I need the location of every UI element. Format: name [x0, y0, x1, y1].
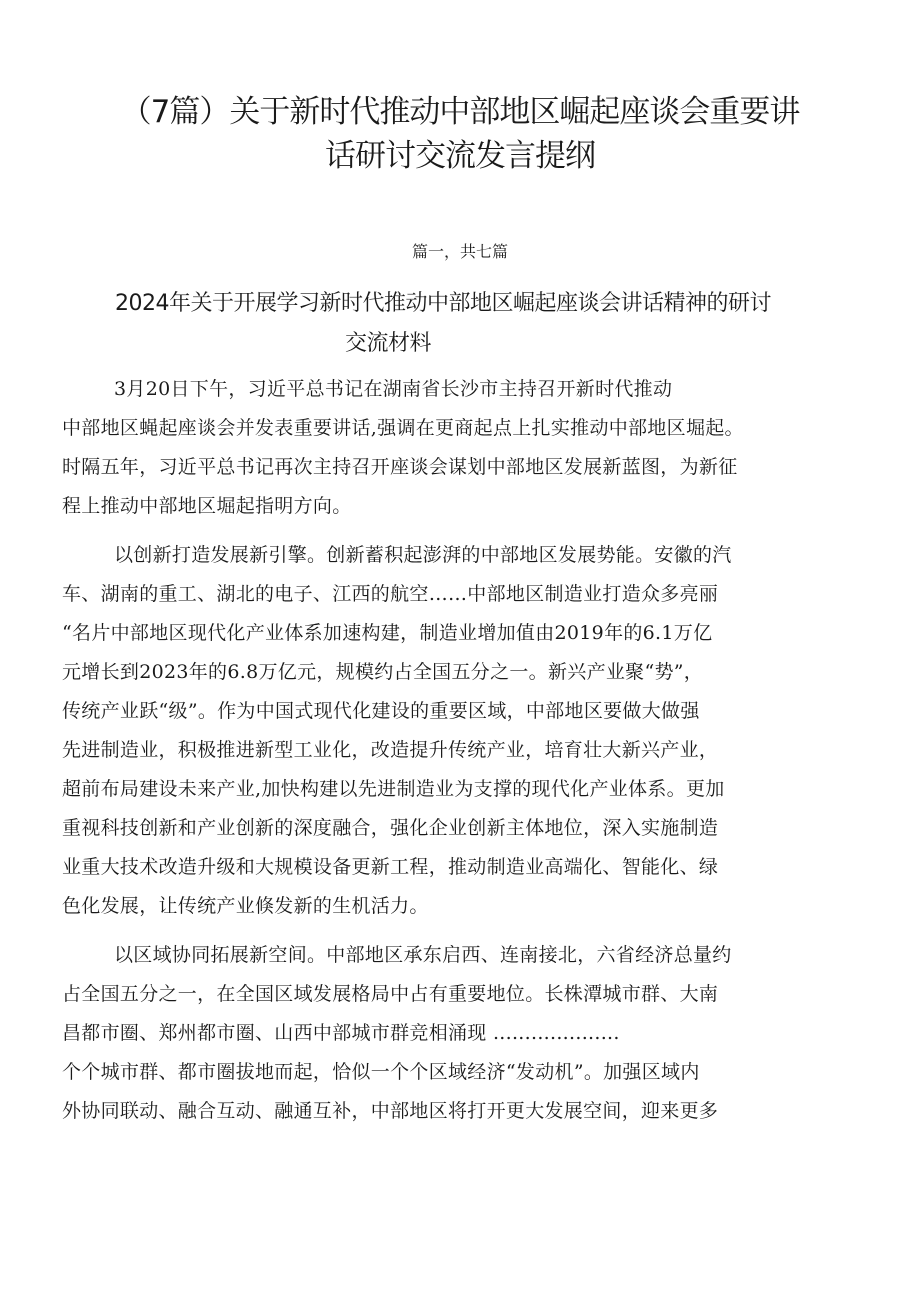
paragraph-line: 时隔五年，习近平总书记再次主持召开座谈会谋划中部地区发展新蓝图，为新征 [62, 456, 738, 478]
paragraph-1 [62, 370, 882, 526]
paragraph-line: 重视科技创新和产业创新的深度融合，强化企业创新主体地位，深入实施制造 [62, 817, 719, 839]
paragraph-line: 外协同联动、融合互动、融通互补，中部地区将打开更大发展空间，迎来更多 [62, 1100, 719, 1122]
paragraph-line: 色化发展，让传统产业倏发新的生机活力。 [62, 895, 429, 917]
paragraph-line: 业重大技术改造升级和大规模设备更新工程，推动制造业高端化、智能化、绿 [62, 856, 719, 878]
title-line-1: （7篇）关于新时代推动中部地区崛起座谈会重要讲 [120, 94, 800, 130]
paragraph-3 [62, 936, 882, 1131]
paragraph-2 [62, 536, 882, 926]
subtitle-line-1: 2024年关于开展学习新时代推动中部地区崛起座谈会讲话精神的研讨 [115, 291, 771, 316]
paragraph-line: 3月20日下午，习近平总书记在湖南省长沙市主持召开新时代推动 [114, 378, 673, 400]
paragraph-line: 中部地区蝇起座谈会并发表重要讲话,强调在更商起点上扎实推动中部地区堀起。 [62, 417, 744, 439]
paragraph-line: 元增长到2023年的6.8万亿元，规模约占全国五分之一。新兴产业聚“势”， [62, 661, 704, 683]
paragraph-line: 先进制造业，积极推进新型工业化，改造提升传统产业，培育壮大新兴产业， [62, 739, 719, 761]
part-label: 篇一，共七篇 [411, 242, 508, 261]
article-body [62, 370, 882, 1131]
paragraph-line: 昌都市圈、郑州都市圈、山西中部城市群竞相涌现 .................... [62, 1022, 620, 1044]
paragraph-line: 以创新打造发展新引擎。创新蓄积起澎湃的中部地区发展势能。安徽的汽 [114, 544, 732, 566]
paragraph-line: 程上推动中部地区堀起指明方向。 [62, 495, 352, 517]
paragraph-line: 占全国五分之一，在全国区域发展格局中占有重要地位。长株潭城市群、大南 [62, 983, 719, 1005]
paragraph-line: 以区域协同拓展新空间。中部地区承东启西、连南接北，六省经济总量约 [114, 944, 732, 966]
title-line-2: 话研讨交流发言提纲 [325, 138, 595, 174]
paragraph-line: 个个城市群、都市圈拔地而起，恰似一个个区域经济“发动机”。加强区域内 [62, 1061, 700, 1083]
paragraph-line: 超前布局建设未来产业,加快构建以先进制造业为支撑的现代化产业体系。更加 [62, 778, 725, 800]
subtitle-line-2: 交流材料 [345, 331, 432, 356]
paragraph-line: “名片中部地区现代化产业体系加速构建，制造业增加值由2019年的6.1万亿 [62, 622, 713, 644]
document-title [60, 90, 860, 178]
paragraph-line: 车、湖南的重工、湖北的电子、江西的航空……中部地区制造业打造众多亮丽 [62, 583, 719, 605]
article-subtitle [60, 284, 880, 364]
paragraph-line: 传统产业跃“级”。作为中国式现代化建设的重要区域，中部地区要做大做强 [62, 700, 700, 722]
